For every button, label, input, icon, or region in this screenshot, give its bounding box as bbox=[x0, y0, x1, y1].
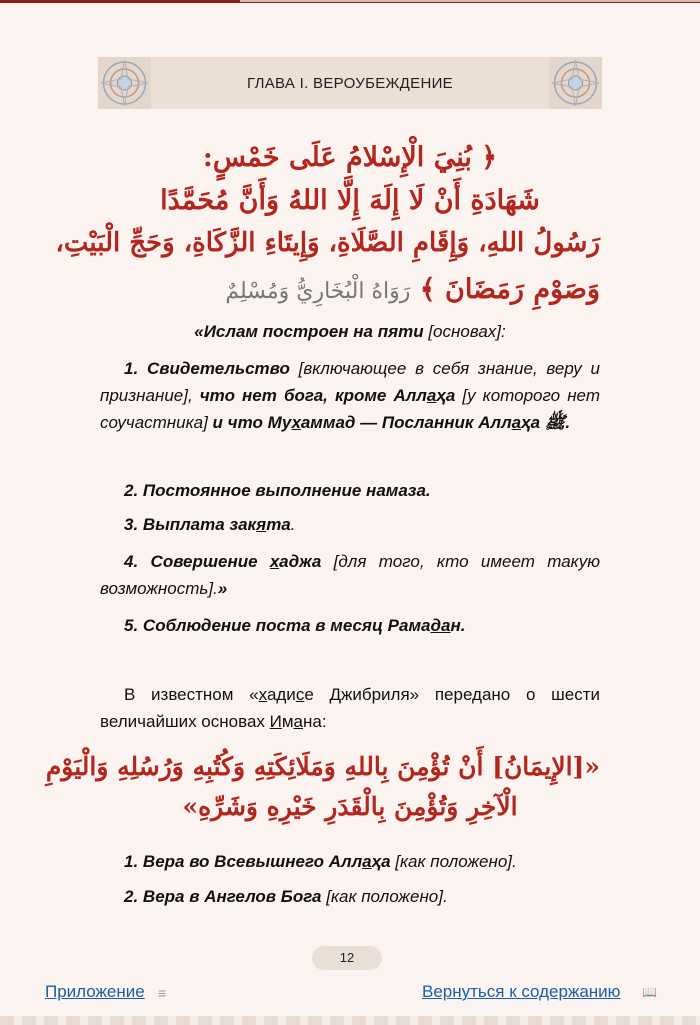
paragraph-underlined: а bbox=[293, 712, 304, 731]
item-italic-text: [как положено]. bbox=[390, 852, 517, 871]
item-bold-underlined: а bbox=[362, 852, 372, 871]
item-number: 1. bbox=[124, 359, 139, 378]
item-bold-underlined: а bbox=[511, 413, 522, 432]
item-number: 3. bbox=[124, 515, 139, 534]
item-bold-underlined: я bbox=[256, 515, 267, 534]
ornament-left-icon bbox=[98, 57, 151, 109]
item-number: 5. bbox=[124, 616, 139, 635]
hadith1-arabic-line4: وَصَوْمِ رَمَضَانَ ﴾ bbox=[419, 274, 600, 305]
paragraph-underlined: с bbox=[295, 685, 305, 704]
appendix-link[interactable]: Приложение bbox=[45, 982, 145, 1001]
menu-icon[interactable]: ≡ bbox=[158, 985, 167, 1001]
item-bold-text: Постоянное выполнение намаза. bbox=[142, 481, 431, 500]
item-bold-text: Совершение bbox=[150, 552, 270, 571]
item-bold-underlined: х bbox=[291, 413, 301, 432]
chapter-header bbox=[98, 57, 602, 109]
item-bold-text: Свидетельство bbox=[146, 359, 290, 378]
hadith1-item-2 bbox=[100, 477, 600, 504]
book-icon[interactable]: 📖 bbox=[642, 985, 657, 999]
item-bold-text: что нет бога, кроме Алл bbox=[199, 386, 427, 405]
hadith1-item-5 bbox=[100, 612, 600, 639]
bottom-decorative-strip bbox=[0, 1016, 700, 1025]
item-bold-text: н. bbox=[450, 616, 466, 635]
item-bold-text: » bbox=[217, 579, 228, 598]
hadith1-item-3 bbox=[100, 511, 600, 538]
item-bold-text: ҳа bbox=[371, 852, 391, 871]
back-to-contents-link[interactable]: Вернуться к содержанию bbox=[422, 982, 621, 1001]
hadith1-arabic-source: رَوَاهُ الْبُخَارِيُّ وَمُسْلِمٌ bbox=[225, 279, 411, 304]
paragraph-text: на: bbox=[303, 712, 327, 731]
paragraph-text: ади bbox=[266, 685, 296, 704]
hadith1-arabic-line3: رَسُولُ اللهِ، وَإِقَامِ الصَّلَاةِ، وَإِيتَاءِ الزَّكَاةِ، وَحَجِّ الْبَيْتِ، bbox=[55, 228, 600, 258]
item-number: 1. bbox=[124, 852, 139, 871]
top-accent-bar bbox=[0, 0, 700, 3]
item-bold-text: ҳа bbox=[436, 386, 456, 405]
paragraph-text: В известном « bbox=[124, 685, 259, 704]
item-bold-text: аммад — Посланник Алл bbox=[300, 413, 512, 432]
item-bold-text: ҳа ﷺ. bbox=[521, 413, 571, 432]
item-bold-underlined: а bbox=[426, 386, 437, 405]
jibril-paragraph bbox=[100, 681, 600, 735]
item-bold-text: та bbox=[266, 515, 291, 534]
item-italic-text: [как положено]. bbox=[321, 887, 448, 906]
ornament-right-icon bbox=[549, 57, 602, 109]
paragraph-underlined: х bbox=[258, 685, 267, 704]
item-italic-text: . bbox=[290, 515, 296, 534]
page-number: 12 bbox=[312, 946, 382, 970]
item-bold-text: Вера во Всевышнего Алл bbox=[142, 852, 363, 871]
item-bold-text: Соблюдение поста в месяц Рама bbox=[142, 616, 431, 635]
chapter-title: ГЛАВА I. ВЕРОУБЕЖДЕНИЕ bbox=[247, 74, 453, 92]
hadith2-item-1 bbox=[100, 848, 600, 875]
paragraph-text: е Джибриля» передано о шести величайших основах bbox=[100, 685, 600, 731]
paragraph-text: м bbox=[281, 712, 294, 731]
item-number: 2. bbox=[124, 481, 139, 500]
item-number: 2. bbox=[124, 887, 139, 906]
hadith1-arabic-line2: شَهَادَةِ أَنْ لَا إِلَهَ إِلَّا اللهُ وَأَنَّ مُحَمَّدًا bbox=[160, 185, 540, 216]
paragraph-underlined: И bbox=[269, 712, 282, 731]
item-bold-text: и что Му bbox=[212, 413, 292, 432]
item-italic-text: [у которого нет соучастника] bbox=[100, 386, 600, 432]
hadith1-item-1 bbox=[100, 355, 600, 436]
item-bold-underlined: х bbox=[269, 552, 280, 571]
item-bold-text: Выплата зак bbox=[142, 515, 257, 534]
hadith2-arabic-line1: «[الإِيمَانُ] أَنْ تُؤْمِنَ بِاللهِ وَمَلَائِكَتِهِ وَكُتُبِهِ وَرُسُلِهِ وَالْيَوْمِ bbox=[45, 752, 600, 781]
hadith2-arabic-line2: الْآخِرِ وَتُؤْمِنَ بِالْقَدَرِ خَيْرِهِ وَشَرِّهِ» bbox=[182, 792, 518, 821]
hadith1-intro bbox=[100, 318, 600, 345]
hadith1-intro-bold: «Ислам построен на пяти bbox=[194, 322, 424, 341]
item-bold-underlined: да bbox=[430, 616, 451, 635]
hadith1-intro-rest: [основах]: bbox=[423, 322, 506, 341]
hadith1-item-4 bbox=[100, 548, 600, 602]
item-bold-text: Вера в Ангелов Бога bbox=[142, 887, 322, 906]
hadith1-arabic-line1: ﴿ بُنِيَ الْإِسْلامُ عَلَى خَمْسٍ: bbox=[202, 142, 498, 173]
item-number: 4. bbox=[124, 552, 139, 571]
item-italic-text: [включающее в себя знание, веру и признание], bbox=[100, 359, 600, 405]
hadith1-arabic-line4-row bbox=[100, 274, 600, 305]
item-italic-text: [для того, кто имеет такую возможность]. bbox=[100, 552, 600, 598]
hadith2-item-2 bbox=[100, 883, 600, 910]
item-bold-text: аджа bbox=[279, 552, 322, 571]
